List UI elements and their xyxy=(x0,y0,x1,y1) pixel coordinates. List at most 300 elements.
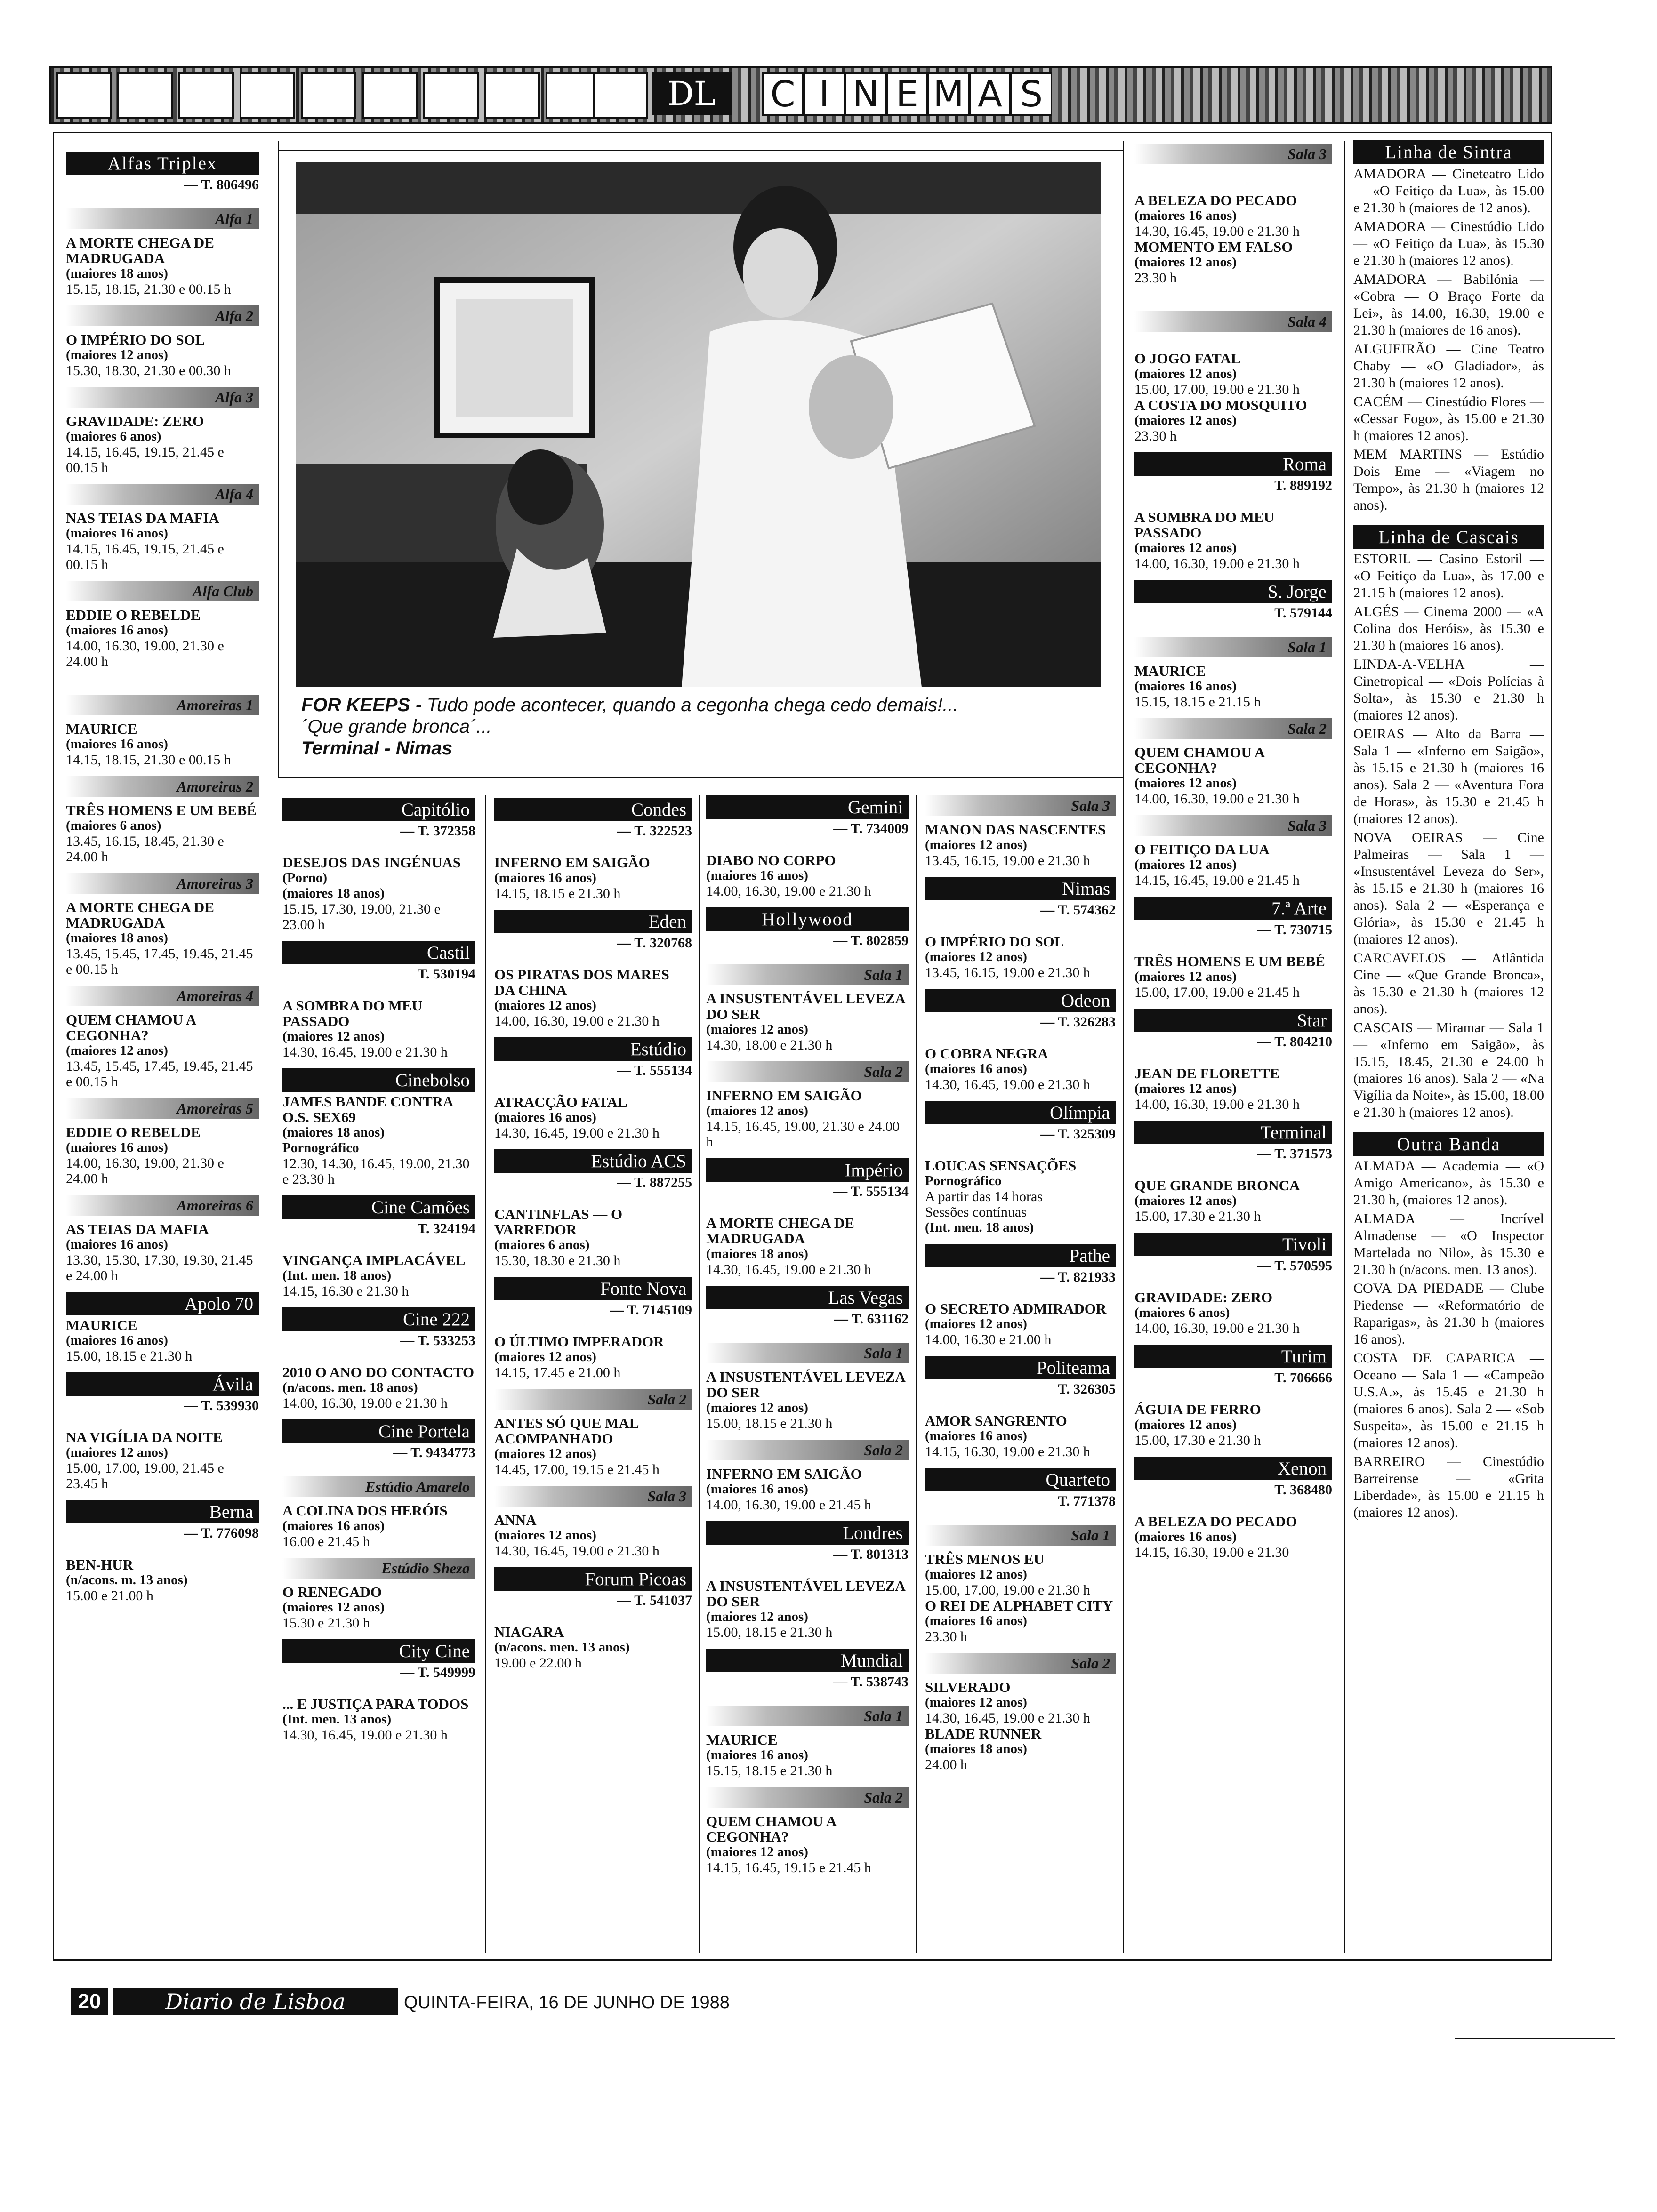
cinema-phone: — T. 734009 xyxy=(833,821,909,836)
film-title: ANNA xyxy=(494,1512,537,1528)
age-rating: (maiores 12 anos) xyxy=(494,998,596,1013)
age-rating: (maiores 12 anos) xyxy=(66,1043,168,1058)
cinema-phone: — T. 549999 xyxy=(400,1665,475,1680)
age-rating: (maiores 12 anos) xyxy=(494,1528,596,1543)
showtimes: 14.30, 16.45, 19.00 e 21.30 h xyxy=(282,1044,448,1060)
column-rule xyxy=(278,141,279,777)
screen-label: Amoreiras 5 xyxy=(66,1098,259,1119)
age-rating: (maiores 16 anos) xyxy=(1134,1529,1237,1544)
cinema-phone: T. 324194 xyxy=(418,1221,475,1236)
suburb-listing: CARCAVELOS — Atlântida Cine — «Que Grande Bronca», às 15.30 e 21.30 h (maiores 12 anos). xyxy=(1353,950,1544,1017)
cinema-phone: — T. 631162 xyxy=(834,1311,909,1327)
film-listing xyxy=(925,1158,1116,1235)
film-title: NIAGARA xyxy=(494,1624,564,1640)
film-title: DIABO NO CORPO xyxy=(706,852,836,868)
section-title-letter: E xyxy=(886,72,928,116)
cinema-phone: — T. 372358 xyxy=(400,823,475,839)
age-rating: (maiores 12 anos) xyxy=(925,837,1027,852)
screen-label: Sala 2 xyxy=(925,1653,1116,1674)
film-listing xyxy=(706,1088,909,1150)
cinema-name: Xenon xyxy=(1134,1457,1332,1480)
film-title: A MORTE CHEGA DE MADRUGADA xyxy=(66,899,214,931)
film-title: TRÊS MENOS EU xyxy=(925,1551,1045,1567)
film-title: 2010 O ANO DO CONTACTO xyxy=(282,1364,475,1380)
cinema-phone: — T. 533253 xyxy=(400,1333,475,1348)
showtimes: 15.30, 18.30, 21.30 e 00.30 h xyxy=(66,363,231,378)
film-listing xyxy=(494,1206,692,1268)
cinema-phone: — T. 574362 xyxy=(1040,902,1116,918)
film-listing xyxy=(1134,1514,1332,1560)
screen-label: Sala 1 xyxy=(1134,637,1332,657)
photo-caption xyxy=(301,694,1102,759)
film-title: ATRACÇÃO FATAL xyxy=(494,1094,627,1110)
cinema-phone: — T. 802859 xyxy=(833,933,909,948)
age-rating: (maiores 12 anos) xyxy=(1134,413,1237,428)
film-listing xyxy=(282,1252,475,1299)
header-decoration xyxy=(593,72,648,119)
film-listing xyxy=(494,1094,692,1141)
cinema-name: Star xyxy=(1134,1009,1332,1032)
region-heading: Outra Banda xyxy=(1353,1132,1544,1156)
screen-label: Sala 4 xyxy=(1134,311,1332,332)
cinema-name: Estúdio ACS xyxy=(494,1149,692,1173)
film-listing xyxy=(66,1557,259,1603)
photo-bottom-rule xyxy=(278,777,1123,778)
screen-label: Estúdio Sheza xyxy=(282,1558,475,1579)
caption-film-title: FOR KEEPS xyxy=(301,695,410,715)
age-rating: (maiores 12 anos) xyxy=(1134,540,1237,555)
age-rating: (maiores 18 anos) xyxy=(282,886,385,901)
showtimes: 15.30, 18.30 e 21.30 h xyxy=(494,1253,621,1268)
film-title: A INSUSTENTÁVEL LEVEZA DO SER xyxy=(706,990,905,1022)
film-title: A BELEZA DO PECADO xyxy=(1134,192,1297,208)
caption-line xyxy=(301,694,1102,716)
film-title: A MORTE CHEGA DE MADRUGADA xyxy=(706,1215,854,1247)
age-rating: (maiores 12 anos) xyxy=(1134,1417,1237,1432)
film-listing xyxy=(282,855,475,932)
film-title: JAMES BANDE CONTRA O.S. SEX69 xyxy=(282,1093,453,1125)
cinema-phone: T. 771378 xyxy=(1058,1493,1116,1509)
film-listing xyxy=(925,1046,1116,1092)
section-title-letter: I xyxy=(804,72,845,116)
showtimes: 15.15, 17.30, 19.00, 21.30 e 23.00 h xyxy=(282,901,441,932)
listing-column-1 xyxy=(66,152,259,1612)
film-listing xyxy=(925,1301,1116,1347)
section-title-letter: C xyxy=(762,72,804,116)
caption-cinemas: Terminal - Nimas xyxy=(301,738,452,759)
film-title: EDDIE O REBELDE xyxy=(66,1124,201,1140)
movie-still-photo xyxy=(296,162,1101,687)
section-title-letter: A xyxy=(969,72,1011,116)
screen-label: Sala 2 xyxy=(706,1061,909,1082)
cinema-name: Estúdio xyxy=(494,1037,692,1061)
film-title: MAURICE xyxy=(706,1731,778,1748)
header-decoration xyxy=(240,72,295,119)
film-listing xyxy=(925,934,1116,980)
film-title: DESEJOS DAS INGÉNUAS xyxy=(282,854,461,871)
film-title: BLADE RUNNER xyxy=(925,1725,1042,1742)
age-rating: (maiores 6 anos) xyxy=(66,818,161,833)
film-listing xyxy=(706,1578,909,1640)
age-rating: (maiores 12 anos) xyxy=(1134,776,1237,791)
cinema-name: Pathe xyxy=(925,1244,1116,1267)
cinema-phone: — T. 322523 xyxy=(617,823,692,839)
suburb-listing: OEIRAS — Alto da Barra — Sala 1 — «Inferno em Saigão», às 15.15 e 21.30 h (maiores 16 anos). Sala 2 — «Aventura Fora de Horas», às 15.30 e 21.45 h (maiores 12 anos). xyxy=(1353,726,1544,826)
film-title: A BELEZA DO PECADO xyxy=(1134,1513,1297,1530)
section-title-letter: N xyxy=(845,72,886,116)
header-decoration xyxy=(178,72,234,119)
film-listing xyxy=(66,1012,259,1090)
film-listing xyxy=(66,802,259,865)
page-footer xyxy=(71,1988,777,2017)
cinema-name: Condes xyxy=(494,798,692,821)
cinema-phone: — T. 9434773 xyxy=(393,1445,475,1460)
showtimes: 14.15, 17.45 e 21.00 h xyxy=(494,1365,621,1380)
film-title: OS PIRATAS DOS MARES DA CHINA xyxy=(494,966,669,998)
screen-label: Sala 1 xyxy=(706,1343,909,1363)
film-title: TRÊS HOMENS E UM BEBÉ xyxy=(1134,953,1325,970)
film-listing xyxy=(1134,509,1332,571)
film-title: AMOR SANGRENTO xyxy=(925,1412,1067,1429)
showtimes: 14.30, 16.45, 19.00 e 21.30 h xyxy=(282,1727,448,1743)
film-title: O JOGO FATAL xyxy=(1134,350,1241,367)
showtimes: 12.30, 14.30, 16.45, 19.00, 21.30 e 23.30 h xyxy=(282,1156,470,1187)
showtimes: 14.15, 16.30, 19.00 e 21.30 h xyxy=(925,1444,1090,1459)
film-listing xyxy=(1134,954,1332,1000)
suburb-listing: ALGUEIRÃO — Cine Teatro Chaby — «O Gladiador», às 21.30 h (maiores 12 anos). xyxy=(1353,341,1544,391)
screen-label: Amoreiras 4 xyxy=(66,986,259,1006)
top-rule xyxy=(278,150,1123,151)
cinema-name: Nimas xyxy=(925,877,1116,900)
suburb-listing: NOVA OEIRAS — Cine Palmeiras — Sala 1 — «Insustentável Leveza do Ser», às 15.15 e 21.30 h (maiores 16 anos). Sala 2 — «Esperança e Glória», às 15.30 e 21.45 h (maiores 12 anos). xyxy=(1353,830,1544,947)
cinema-name: Cine Portela xyxy=(282,1419,475,1443)
showtimes: 14.15, 18.15, 21.30 e 00.15 h xyxy=(66,752,231,768)
age-rating: (maiores 16 anos) xyxy=(1134,208,1237,223)
age-rating: (maiores 12 anos) xyxy=(706,1400,808,1415)
age-rating: (maiores 16 anos) xyxy=(925,1061,1027,1076)
showtimes: 13.30, 15.30, 17.30, 19.30, 21.45 e 24.00 h xyxy=(66,1252,253,1283)
film-listing xyxy=(1134,1290,1332,1336)
age-rating: (maiores 12 anos) xyxy=(706,1103,808,1118)
showtimes: 23.30 h xyxy=(925,1629,967,1644)
film-title: LOUCAS SENSAÇÕES xyxy=(925,1157,1077,1174)
cinema-phone: T. 326305 xyxy=(1058,1381,1116,1397)
film-title: EDDIE O REBELDE xyxy=(66,607,201,623)
showtimes: 14.00, 16.30 e 21.00 h xyxy=(925,1332,1052,1347)
cinema-name: Eden xyxy=(494,910,692,933)
film-listing xyxy=(494,1512,692,1559)
cinema-name: Berna xyxy=(66,1500,259,1523)
age-rating: (maiores 12 anos) xyxy=(1134,1193,1237,1208)
screen-label: Alfa 2 xyxy=(66,305,259,326)
age-rating: (maiores 16 anos) xyxy=(706,868,808,883)
film-title: MOMENTO EM FALSO xyxy=(1134,239,1293,255)
suburb-listing: ALGÉS — Cinema 2000 — «A Colina dos Heróis», às 15.30 e 21.30 h (maiores 16 anos). xyxy=(1353,604,1544,653)
film-title: ÁGUIA DE FERRO xyxy=(1134,1401,1261,1418)
header-decoration xyxy=(362,72,418,119)
film-listing xyxy=(706,1369,909,1431)
showtimes: 15.00, 17.30 e 21.30 h xyxy=(1134,1209,1261,1224)
showtimes: 14.30, 16.45, 19.00 e 21.30 h xyxy=(925,1710,1090,1726)
film-listing xyxy=(1134,1066,1332,1112)
film-listing xyxy=(66,899,259,977)
listing-column-4 xyxy=(706,795,909,1884)
age-rating: (maiores 18 anos) xyxy=(706,1246,808,1261)
suburb-listing: ESTORIL — Casino Estoril — «O Feitiço da Lua», às 17.00 e 21.15 h (maiores 12 anos). xyxy=(1353,551,1544,601)
film-listing xyxy=(706,1466,909,1513)
cinema-phone: — T. 326283 xyxy=(1040,1014,1116,1030)
cinema-phone: — T. 804210 xyxy=(1257,1034,1332,1050)
age-rating: (maiores 18 anos) xyxy=(282,1125,385,1140)
suburb-listing: MEM MARTINS — Estúdio Dois Eme — «Viagem no Tempo», às 21.30 h (maiores 12 anos). xyxy=(1353,447,1544,513)
film-title: BEN-HUR xyxy=(66,1556,133,1573)
cinema-name: Odeon xyxy=(925,989,1116,1012)
film-listing xyxy=(66,510,259,572)
showtimes: 15.15, 18.15, 21.30 e 00.15 h xyxy=(66,281,231,297)
age-rating: (maiores 16 anos) xyxy=(282,1518,385,1533)
age-rating: (maiores 6 anos) xyxy=(1134,1305,1230,1320)
listing-column-3 xyxy=(494,798,692,1679)
age-rating: (maiores 12 anos) xyxy=(706,1609,808,1624)
column-rule xyxy=(485,795,486,1953)
cinema-name: Londres xyxy=(706,1521,909,1545)
section-header xyxy=(49,66,1552,124)
age-rating: (maiores 12 anos) xyxy=(925,1567,1027,1582)
showtimes: 14.15, 16.45, 19.15, 21.45 e 00.15 h xyxy=(66,444,224,475)
film-title: GRAVIDADE: ZERO xyxy=(1134,1289,1273,1306)
film-title: ANTES SÓ QUE MAL ACOMPANHADO xyxy=(494,1415,638,1447)
region-heading: Linha de Cascais xyxy=(1353,525,1544,549)
film-listing xyxy=(66,332,259,378)
age-rating: (maiores 6 anos) xyxy=(494,1237,590,1252)
showtimes: 14.00, 16.30, 19.00, 21.30 e 24.00 h xyxy=(66,1155,224,1186)
age-rating: (maiores 12 anos) xyxy=(706,1844,808,1859)
screen-label: Alfa 4 xyxy=(66,484,259,505)
film-title: QUEM CHAMOU A CEGONHA? xyxy=(66,1011,196,1043)
cinema-name: Império xyxy=(706,1158,909,1182)
film-listing xyxy=(706,1732,909,1779)
caption-text: - Tudo pode acontecer, quando a cegonha chega cedo demais!... xyxy=(410,695,958,715)
cinema-name: Gemini xyxy=(706,795,909,819)
age-rating: (Int. men. 13 anos) xyxy=(282,1712,392,1727)
film-title: NAS TEIAS DA MAFIA xyxy=(66,510,219,526)
showtimes: 14.30, 16.45, 19.00 e 21.30 h xyxy=(1134,224,1300,239)
film-title: O SECRETO ADMIRADOR xyxy=(925,1300,1107,1317)
showtimes: 13.45, 16.15, 19.00 e 21.30 h xyxy=(925,853,1090,868)
film-title: A SOMBRA DO MEU PASSADO xyxy=(282,997,423,1029)
film-title: VINGANÇA IMPLACÁVEL xyxy=(282,1252,466,1268)
cinema-phone: T. 706666 xyxy=(1274,1370,1332,1386)
cinema-name: Apolo 70 xyxy=(66,1292,259,1315)
showtimes: 14.15, 16.30 e 21.30 h xyxy=(282,1283,409,1299)
film-title: A COLINA DOS HERÓIS xyxy=(282,1502,448,1519)
film-listing xyxy=(925,1679,1116,1772)
film-listing xyxy=(1134,842,1332,888)
listing-column-suburbs xyxy=(1353,140,1544,1523)
showtimes: 15.00, 17.00, 19.00, 21.45 e 23.45 h xyxy=(66,1460,224,1491)
cinema-name: S. Jorge xyxy=(1134,580,1332,603)
age-rating: (maiores 16 anos) xyxy=(1134,679,1237,694)
film-title: O REI DE ALPHABET CITY xyxy=(925,1597,1113,1614)
edge-mark xyxy=(1455,2038,1615,2039)
cinema-phone: T. 889192 xyxy=(1274,478,1332,493)
cinema-phone: — T. 776098 xyxy=(184,1525,259,1541)
age-rating: (maiores 16 anos) xyxy=(66,623,168,638)
film-listing xyxy=(1134,745,1332,807)
screen-label: Sala 2 xyxy=(706,1787,909,1808)
film-title: MAURICE xyxy=(66,721,137,737)
suburb-listing: BARREIRO — Cinestúdio Barreirense — «Grita Liberdade», às 15.00 e 21.15 h (maiores 12 anos). xyxy=(1353,1454,1544,1520)
cinema-phone: — T. 371573 xyxy=(1257,1146,1332,1162)
film-listing xyxy=(66,1317,259,1364)
caption-line: ´Que grande bronca´... xyxy=(301,716,492,737)
cinema-name: Mundial xyxy=(706,1649,909,1672)
age-rating: (maiores 16 anos) xyxy=(706,1747,808,1763)
age-rating: (maiores 6 anos) xyxy=(66,429,161,444)
screen-label: Estúdio Amarelo xyxy=(282,1476,475,1497)
age-rating: (maiores 16 anos) xyxy=(925,1613,1027,1628)
suburb-listing: ALMADA — Academia — «O Amigo Americano», às 15.30 e 21.30 h, (maiores 12 anos). xyxy=(1353,1158,1544,1208)
showtimes: 14.00, 16.30, 19.00, 21.30 e 24.00 h xyxy=(66,638,224,669)
cinema-name: Cine Camões xyxy=(282,1195,475,1219)
cinema-name: Olímpia xyxy=(925,1101,1116,1124)
cinema-phone: — T. 570595 xyxy=(1257,1258,1332,1274)
film-listing xyxy=(1134,1402,1332,1448)
cinema-name: Capitólio xyxy=(282,798,475,821)
age-rating: (Int. men. 18 anos) xyxy=(925,1220,1034,1235)
age-rating: (maiores 16 anos) xyxy=(66,1333,168,1348)
age-rating: (maiores 16 anos) xyxy=(66,526,168,541)
age-rating: (maiores 18 anos) xyxy=(66,266,168,281)
age-rating: (maiores 16 anos) xyxy=(494,870,596,885)
cinema-name: Terminal xyxy=(1134,1121,1332,1144)
screen-label: Sala 3 xyxy=(1134,144,1332,164)
showtimes: 14.15, 16.45, 19.00 e 21.45 h xyxy=(1134,873,1300,888)
screen-label: Amoreiras 2 xyxy=(66,776,259,797)
age-rating: (maiores 12 anos) xyxy=(1134,969,1237,984)
suburb-listing: AMADORA — Babilónia — «Cobra — O Braço Forte da Lei», às 14.00, 16.30, 19.00 e 21.30 h (maiores de 16 anos). xyxy=(1353,272,1544,338)
showtimes: 14.15, 16.45, 19.00, 21.30 e 24.00 h xyxy=(706,1119,900,1150)
age-rating: (Int. men. 18 anos) xyxy=(282,1268,392,1283)
cinema-name: Castil xyxy=(282,941,475,964)
cinema-phone: — T. 7145109 xyxy=(610,1302,692,1318)
header-decoration xyxy=(56,72,112,119)
film-title: A INSUSTENTÁVEL LEVEZA DO SER xyxy=(706,1578,905,1610)
film-title: TRÊS HOMENS E UM BEBÉ xyxy=(66,802,257,818)
film-title: O FEITIÇO DA LUA xyxy=(1134,841,1270,858)
cinema-phone: — T. 325309 xyxy=(1040,1126,1116,1142)
genre-note: Pornográfico xyxy=(925,1173,1002,1188)
film-listing xyxy=(282,1503,475,1549)
column-rule xyxy=(1123,141,1124,1953)
showtimes: 13.45, 15.45, 17.45, 19.45, 21.45 e 00.15 h xyxy=(66,946,253,977)
film-title: CANTINFLAS — O VARREDOR xyxy=(494,1206,623,1238)
film-listing xyxy=(66,1429,259,1491)
showtimes: 24.00 h xyxy=(925,1757,967,1772)
column-rule xyxy=(1344,141,1345,1953)
age-rating: (maiores 12 anos) xyxy=(925,1316,1027,1331)
film-listing xyxy=(494,1415,692,1477)
film-title: O IMPÉRIO DO SOL xyxy=(925,933,1064,950)
age-rating: (maiores 12 anos) xyxy=(494,1349,596,1364)
cinema-name: Cinebolso xyxy=(282,1068,475,1092)
showtimes: 15.00, 18.15 e 21.30 h xyxy=(66,1348,193,1364)
age-rating: (maiores 12 anos) xyxy=(1134,255,1237,270)
region-heading: Linha de Sintra xyxy=(1353,140,1544,164)
showtimes: 23.30 h xyxy=(1134,428,1177,444)
film-listing xyxy=(925,1413,1116,1459)
suburb-listing: AMADORA — Cineteatro Lido — «O Feitiço da Lua», às 15.00 e 21.30 h (maiores de 12 anos). xyxy=(1353,166,1544,216)
showtimes: 14.30, 16.45, 19.00 e 21.30 h xyxy=(706,1262,871,1277)
age-rating: (maiores 12 anos) xyxy=(925,1695,1027,1710)
showtimes: 15.15, 18.15 e 21.30 h xyxy=(706,1763,833,1779)
age-rating: (maiores 12 anos) xyxy=(66,347,168,362)
film-listing xyxy=(282,1696,475,1743)
film-title: QUE GRANDE BRONCA xyxy=(1134,1177,1300,1194)
film-title: AS TEIAS DA MAFIA xyxy=(66,1221,209,1237)
film-listing xyxy=(1134,192,1332,286)
column-rule xyxy=(699,795,700,1953)
cinema-phone: — T. 555134 xyxy=(833,1184,909,1199)
film-title: QUEM CHAMOU A CEGONHA? xyxy=(1134,744,1264,776)
showtimes: 14.15, 16.45, 19.15 e 21.45 h xyxy=(706,1860,871,1875)
age-rating: (maiores 16 anos) xyxy=(66,737,168,752)
cinema-name: Hollywood xyxy=(706,907,909,931)
film-listing xyxy=(706,991,909,1053)
schedule-note: Sessões contínuas xyxy=(925,1204,1027,1220)
showtimes: 14.30, 16.45, 19.00 e 21.30 h xyxy=(494,1543,660,1559)
film-title: MANON DAS NASCENTES xyxy=(925,821,1106,838)
screen-label: Amoreiras 3 xyxy=(66,873,259,894)
age-rating: (maiores 16 anos) xyxy=(66,1140,168,1155)
showtimes: 14.00, 16.30, 19.00 e 21.45 h xyxy=(706,1497,871,1513)
cinema-name: Las Vegas xyxy=(706,1286,909,1309)
screen-label: Amoreiras 1 xyxy=(66,695,259,715)
listing-column-6 xyxy=(1134,144,1332,1569)
film-title: A COSTA DO MOSQUITO xyxy=(1134,397,1307,413)
cinema-phone: T. 368480 xyxy=(1274,1482,1332,1498)
film-title: A SOMBRA DO MEU PASSADO xyxy=(1134,509,1275,541)
listing-column-5 xyxy=(925,795,1116,1781)
showtimes: 14.15, 16.30, 19.00 e 21.30 xyxy=(1134,1545,1289,1560)
screen-label: Sala 2 xyxy=(494,1389,692,1410)
showtimes: 16.00 e 21.45 h xyxy=(282,1534,370,1549)
suburb-listing: CASCAIS — Miramar — Sala 1 — «Inferno em Saigão», às 15.15, 18.45, 21.30 e 24.00 h (maiores 16 anos). Sala 2 — «Na Vigília da Noite», às 15.00, 18.00 e 21.30 h (maiores 12 anos). xyxy=(1353,1020,1544,1120)
screen-label: Alfa Club xyxy=(66,581,259,601)
section-title xyxy=(762,72,1052,115)
cinema-name: 7.ª Arte xyxy=(1134,897,1332,920)
cinema-phone: — T. 887255 xyxy=(617,1175,692,1190)
suburb-listing: AMADORA — Cinestúdio Lido — «O Feitiço da Lua», às 15.30 e 21.30 h (maiores 12 anos). xyxy=(1353,219,1544,268)
screen-label: Amoreiras 6 xyxy=(66,1195,259,1216)
showtimes: 23.30 h xyxy=(1134,270,1177,286)
film-title: A MORTE CHEGA DE MADRUGADA xyxy=(66,234,214,266)
showtimes: 15.00, 17.00, 19.00 e 21.30 h xyxy=(1134,382,1300,397)
cinema-phone: T. 530194 xyxy=(418,966,475,982)
screen-label: Sala 2 xyxy=(706,1440,909,1460)
age-rating: (maiores 12 anos) xyxy=(282,1600,385,1615)
cinema-name: Roma xyxy=(1134,452,1332,476)
showtimes: 14.00, 16.30, 19.00 e 21.30 h xyxy=(1134,556,1300,571)
film-listing xyxy=(66,721,259,768)
suburb-listing: ALMADA — Incrível Almadense — «O Inspector Martelada no Nilo», às 15.30 e 21.30 h (n/acons. men. 13 anos). xyxy=(1353,1211,1544,1277)
screen-label: Sala 3 xyxy=(1134,815,1332,836)
cinema-phone: — T. 539930 xyxy=(184,1398,259,1413)
screen-label: Sala 2 xyxy=(1134,718,1332,739)
screen-label: Sala 3 xyxy=(494,1486,692,1507)
age-rating: (maiores 16 anos) xyxy=(66,1237,168,1252)
screen-label: Alfa 1 xyxy=(66,208,259,229)
